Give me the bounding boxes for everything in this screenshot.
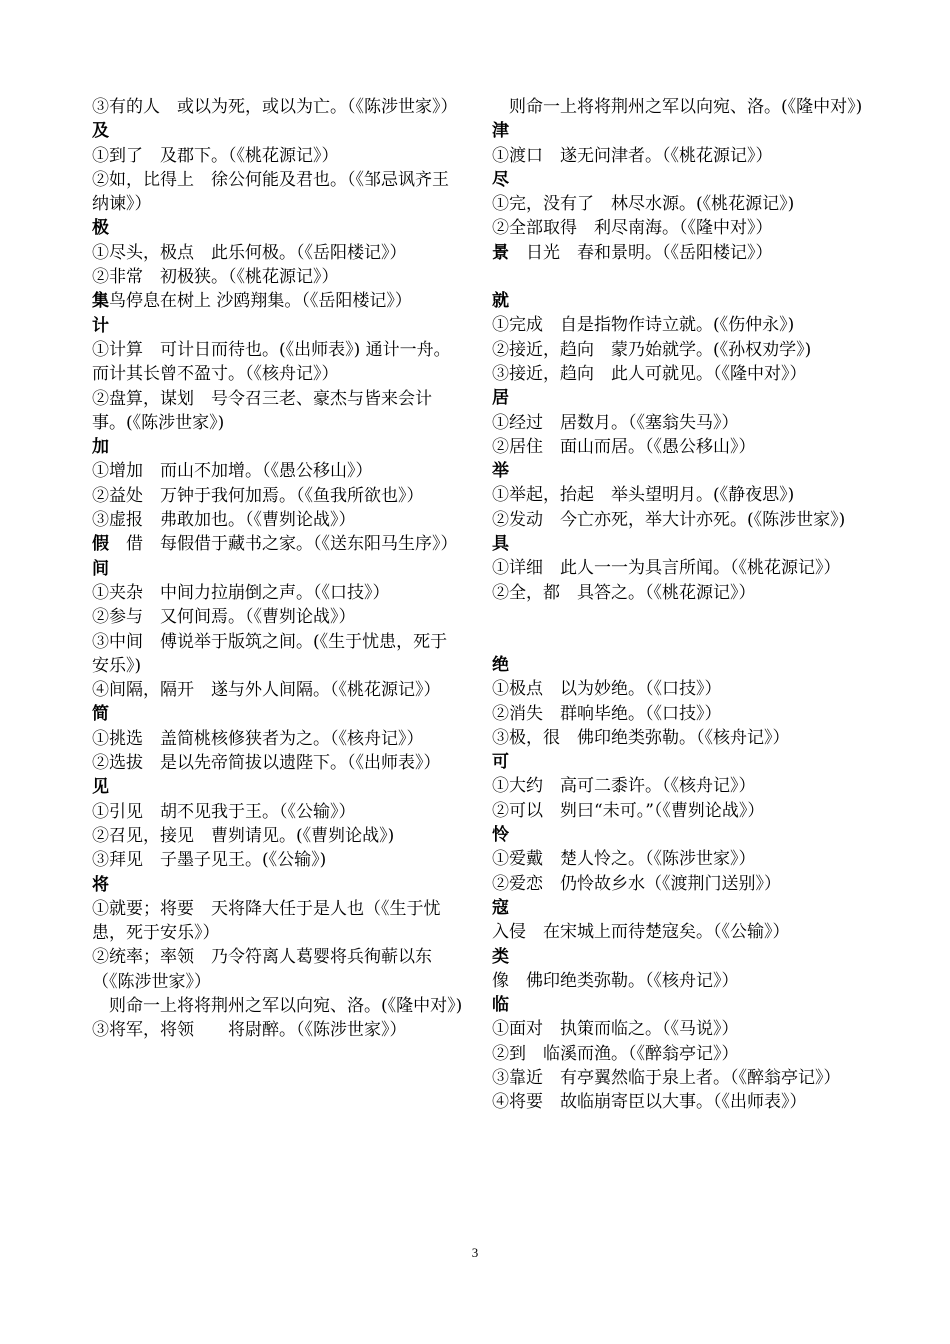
entry-line — [92, 241, 464, 265]
entry-line — [492, 1042, 864, 1066]
definition-text: ①计算 可计日而待也。(《出师表》) 通计一舟。 而计其长曾不盈寸。（《核舟记》） — [92, 339, 460, 385]
entry-line — [92, 727, 464, 751]
definition-text: 鸟停息在树上 沙鸥翔集。（《岳阳楼记》） — [109, 291, 412, 312]
entry-heading — [492, 119, 864, 143]
entry-line — [492, 192, 864, 216]
definition-text: ②发动 今亡亦死，举大计亦死。(《陈涉世家》) — [492, 509, 846, 530]
entry-line — [492, 1090, 864, 1114]
definition-text: ②接近，趋向 蒙乃始就学。(《孙权劝学》) — [492, 339, 812, 360]
entry-line — [492, 799, 864, 823]
headword: 极 — [92, 218, 109, 239]
headword: 假 — [92, 534, 109, 555]
definition-text: ④将要 故临崩寄臣以大事。（《出师表》） — [492, 1092, 807, 1113]
entry-line — [92, 751, 464, 775]
definition-text: ②益处 万钟于我何加焉。（《鱼我所欲也》） — [92, 485, 424, 506]
entry-heading — [92, 775, 464, 799]
entry-line — [492, 241, 864, 265]
definition-text: ③将军，将领 将尉醉。（《陈涉世家》） — [92, 1020, 407, 1041]
entry-line — [492, 872, 864, 896]
entry-line — [92, 95, 464, 119]
entry-line — [92, 144, 464, 168]
definition-text: ①尽头，极点 此乐何极。（《岳阳楼记》） — [92, 242, 407, 263]
entry-heading — [492, 532, 864, 556]
definition-text: ①举起，抬起 举头望明月。(《静夜思》) — [492, 485, 795, 506]
headword: 间 — [92, 558, 109, 579]
definition-text: ①增加 而山不加增。（《愚公移山》） — [92, 461, 373, 482]
entry-line — [492, 1066, 864, 1090]
definition-text: ②非常 初极狭。（《桃花源记》） — [92, 267, 339, 288]
definition-text: ①到了 及郡下。（《桃花源记》） — [92, 145, 339, 166]
definition-text: ①挑选 盖简桃核修狭者为之。（《核舟记》） — [92, 728, 424, 749]
definition-text: 则命一上将将荆州之军以向宛、洛。(《隆中对》) — [92, 995, 463, 1016]
entry-line — [92, 800, 464, 824]
entry-line — [92, 387, 464, 436]
entry-line — [492, 1017, 864, 1041]
definition-text: ①完成 自是指物作诗立就。(《伤仲永》) — [492, 315, 795, 336]
definition-text: ①爱戴 楚人怜之。（《陈涉世家》） — [492, 849, 756, 870]
definition-text: ①完，没有了 林尽水源。(《桃花源记》) — [492, 194, 795, 215]
entry-line — [92, 459, 464, 483]
entry-heading — [92, 702, 464, 726]
entry-line — [492, 338, 864, 362]
definition-text: 日光 春和景明。（《岳阳楼记》） — [509, 242, 773, 263]
entry-line — [492, 411, 864, 435]
definition-text: ①经过 居数月。（《塞翁失马》） — [492, 412, 739, 433]
definition-text: ①面对 执策而临之。（《马说》） — [492, 1019, 739, 1040]
definition-text: 像 佛印绝类弥勒。（《核舟记》） — [492, 970, 739, 991]
entry-line — [92, 508, 464, 532]
left-column — [92, 95, 464, 1043]
definition-text: ②如，比得上 徐公何能及君也。（《邹忌讽齐王纳谏》） — [92, 169, 449, 215]
definition-text: ①渡口 遂无问津者。（《桃花源记》） — [492, 145, 773, 166]
entry-line — [92, 484, 464, 508]
definition-text: ①夹杂 中间力拉崩倒之声。（《口技》） — [92, 582, 390, 603]
definition-text: 则命一上将将荆州之军以向宛、洛。(《隆中对》) — [492, 97, 863, 117]
entry-heading — [492, 653, 864, 677]
headword: 津 — [492, 121, 509, 142]
definition-text: ③拜见 子墨子见王。(《公输》) — [92, 850, 327, 871]
entry-line — [92, 338, 464, 387]
entry-heading — [492, 386, 864, 410]
definition-text: ①大约 高可二黍许。（《核舟记》） — [492, 776, 756, 797]
definition-text: ②召见，接见 曹刿请见。(《曹刿论战》) — [92, 825, 395, 846]
definition-text: ③靠近 有亭翼然临于泉上者。（《醉翁亭记》） — [492, 1067, 841, 1088]
definition-text: ②参与 又何间焉。（《曹刿论战》） — [92, 607, 356, 628]
headword: 具 — [492, 534, 509, 555]
entry-heading — [492, 945, 864, 969]
entry-heading — [492, 896, 864, 920]
definition-text: ①就要；将要 天将降大任于是人也（《生于忧患，死于安乐》） — [92, 898, 441, 944]
entry-line — [492, 847, 864, 871]
headword: 怜 — [492, 825, 509, 846]
headword: 类 — [492, 946, 509, 967]
entry-line — [492, 483, 864, 507]
headword: 景 — [492, 242, 509, 263]
headword: 绝 — [492, 654, 509, 675]
headword: 简 — [92, 704, 109, 725]
entry-line — [92, 630, 464, 679]
entry-line — [92, 848, 464, 872]
entry-line — [92, 678, 464, 702]
definition-text: ②全，都 具答之。（《桃花源记》） — [492, 582, 756, 603]
entry-heading — [92, 435, 464, 459]
entry-line — [492, 556, 864, 580]
definition-text: ②全部取得 利尽南海。（《隆中对》） — [492, 218, 773, 239]
entry-line — [92, 1018, 464, 1042]
entry-heading — [92, 557, 464, 581]
entry-line — [92, 168, 464, 217]
headword: 居 — [492, 388, 509, 409]
entry-line — [492, 508, 864, 532]
entry-line — [92, 581, 464, 605]
definition-text: ③有的人 或以为死，或以为亡。（《陈涉世家》） — [92, 97, 458, 117]
definition-text: 入侵 在宋城上而待楚寇矣。（《公输》） — [492, 922, 790, 943]
headword: 集 — [92, 291, 109, 312]
headword: 就 — [492, 291, 509, 312]
entry-line — [92, 289, 464, 313]
definition-text: ①详细 此人一一为具言所闻。（《桃花源记》） — [492, 558, 841, 579]
headword: 见 — [92, 777, 109, 798]
headword: 可 — [492, 752, 509, 773]
headword: 将 — [92, 874, 109, 895]
spacer — [492, 605, 864, 653]
headword: 计 — [92, 315, 109, 336]
headword: 临 — [492, 995, 509, 1016]
definition-text: ②可以 刿曰“未可。”（《曹刿论战》） — [492, 800, 765, 821]
definition-text: ②居住 面山而居。（《愚公移山》） — [492, 436, 756, 457]
page-number: 3 — [471, 1245, 479, 1260]
entry-line — [492, 95, 864, 119]
entry-heading — [492, 750, 864, 774]
definition-text: ①引见 胡不见我于王。（《公输》） — [92, 801, 356, 822]
entry-line — [492, 581, 864, 605]
entry-line — [492, 216, 864, 240]
entry-heading — [92, 119, 464, 143]
entry-line — [492, 144, 864, 168]
entry-line — [492, 726, 864, 750]
entry-heading — [492, 823, 864, 847]
entry-line — [492, 677, 864, 701]
entry-line — [492, 435, 864, 459]
entry-line — [492, 702, 864, 726]
entry-heading — [92, 873, 464, 897]
definition-text: ④间隔，隔开 遂与外人间隔。（《桃花源记》） — [92, 680, 441, 701]
entry-heading — [492, 459, 864, 483]
entry-line — [92, 994, 464, 1018]
definition-text: ②到 临溪而渔。（《醉翁亭记》） — [492, 1043, 739, 1064]
entry-line — [492, 362, 864, 386]
entry-line — [492, 313, 864, 337]
definition-text: ③中间 傅说举于版筑之间。(《生于忧患，死于安乐》) — [92, 631, 448, 676]
entry-line — [92, 605, 464, 629]
entry-line — [92, 532, 464, 556]
definition-text: ③极，很 佛印绝类弥勒。（《核舟记》） — [492, 727, 790, 748]
entry-line — [92, 265, 464, 289]
definition-text: ②统率；率领 乃令符离人葛婴将兵徇蕲以东（《陈涉世家》） — [92, 947, 432, 992]
entry-line — [492, 969, 864, 993]
definition-text: ②选拔 是以先帝简拔以遗陛下。（《出师表》） — [92, 753, 441, 774]
entry-line — [92, 945, 464, 994]
definition-text: ③接近，趋向 此人可就见。（《隆中对》） — [492, 363, 807, 384]
definition-text: ②消失 群响毕绝。（《口技》） — [492, 703, 722, 724]
headword: 寇 — [492, 897, 509, 918]
right-column — [492, 95, 864, 1115]
entry-heading — [92, 216, 464, 240]
headword: 举 — [492, 461, 509, 482]
definition-text: ②盘算，谋划 号令召三老、豪杰与皆来会计事。(《陈涉世家》) — [92, 388, 432, 433]
entry-line — [92, 897, 464, 946]
entry-line — [492, 920, 864, 944]
entry-heading — [492, 168, 864, 192]
definition-text: ③虚报 弗敢加也。（《曹刿论战》） — [92, 510, 356, 531]
definition-text: ②爱恋 仍怜故乡水（《渡荆门送别》） — [492, 873, 781, 894]
headword: 加 — [92, 437, 109, 458]
entry-line — [492, 774, 864, 798]
entry-line — [92, 824, 464, 848]
headword: 及 — [92, 121, 109, 142]
entry-heading — [492, 289, 864, 313]
entry-heading — [492, 993, 864, 1017]
entry-heading — [92, 314, 464, 338]
definition-text: 借 每假借于藏书之家。（《送东阳马生序》） — [109, 534, 458, 555]
headword: 尽 — [492, 169, 509, 190]
definition-text: ①极点 以为妙绝。（《口技》） — [492, 679, 722, 700]
spacer — [492, 265, 864, 289]
